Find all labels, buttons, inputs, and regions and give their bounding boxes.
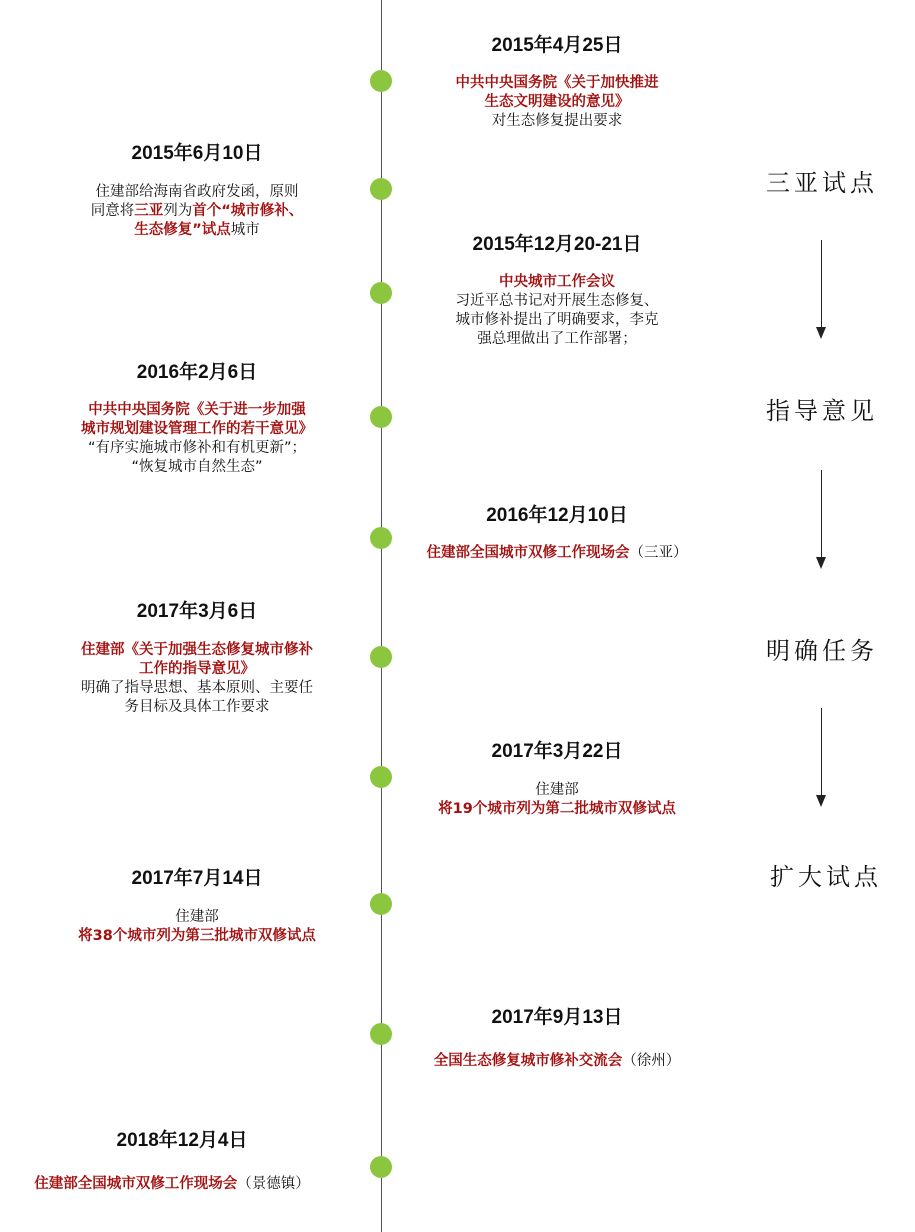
event-date: 2017年9月13日 (491, 1007, 623, 1028)
highlight-text: 城市规划建设管理工作的若干意见》 (81, 421, 313, 437)
highlight-text: 中共中央国务院《关于进一步加强 (88, 402, 306, 418)
plain-text: 住建部 (175, 909, 219, 925)
plain-text: 列为 (163, 203, 193, 219)
event-date: 2015年12月20-21日 (472, 234, 642, 255)
plain-text: （徐州） (622, 1053, 681, 1069)
event-description-line (32, 698, 362, 717)
event-description-line (32, 908, 362, 927)
event-description-line (32, 439, 362, 458)
highlight-text: 工作的指导意见》 (139, 661, 255, 677)
event-description-line (397, 544, 717, 563)
plain-text: （三亚） (629, 545, 688, 561)
plain-text: （景德镇） (237, 1176, 310, 1192)
event-description-line (407, 330, 707, 349)
highlight-text: 住建部《关于加强生态修复城市修补 (81, 642, 313, 658)
event-description (32, 908, 362, 946)
event-description (2, 1175, 342, 1194)
stage-label-guidance: 指导意见 (766, 397, 878, 425)
event-description-line (32, 401, 362, 420)
down-arrow-icon (821, 240, 823, 340)
plain-text: “有序实施城市修补和有机更新”； (87, 440, 307, 456)
plain-text: 城市 (230, 222, 260, 238)
event-description (407, 273, 707, 349)
stage-label-sanya-pilot: 三亚试点 (766, 169, 878, 197)
highlight-text: 住建部全国城市双修工作现场会 (426, 545, 630, 561)
event-description-line (407, 74, 707, 93)
down-arrow-icon (821, 470, 823, 570)
plain-text: 习近平总书记对开展生态修复、 (455, 293, 659, 309)
event-description-line (32, 660, 362, 679)
event-description (397, 1052, 717, 1071)
event-description (392, 781, 722, 819)
event-description (47, 183, 347, 240)
highlight-text: 将19个城市列为第二批城市双修试点 (438, 801, 676, 817)
highlight-text: 将38个城市列为第三批城市双修试点 (78, 928, 316, 944)
event-description-line (47, 221, 347, 240)
event-description-line (2, 1175, 342, 1194)
plain-text: 住建部 (535, 782, 579, 798)
event-date: 2015年4月25日 (491, 35, 623, 56)
event-description-line (47, 183, 347, 202)
highlight-text: 三亚 (134, 203, 164, 219)
plain-text: 对生态修复提出要求 (491, 113, 623, 129)
event-date: 2016年2月6日 (136, 362, 258, 383)
event-description (32, 401, 362, 477)
event-description-line (32, 679, 362, 698)
event-description-line (407, 292, 707, 311)
timeline-node (370, 646, 392, 668)
timeline-node (370, 70, 392, 92)
timeline-node (370, 282, 392, 304)
down-arrow-icon (821, 708, 823, 808)
timeline-node (370, 1156, 392, 1178)
timeline-node (370, 766, 392, 788)
stage-label-expand-pilot: 扩大试点 (770, 863, 882, 891)
event-description-line (407, 311, 707, 330)
highlight-text: 中共中央国务院《关于加快推进 (455, 75, 659, 91)
highlight-text: 全国生态修复城市修补交流会 (433, 1053, 623, 1069)
event-description-line (47, 202, 347, 221)
plain-text: 城市修补提出了明确要求，李克 (455, 312, 659, 328)
event-date: 2016年12月10日 (486, 505, 628, 526)
event-description-line (32, 420, 362, 439)
stage-label-clear-tasks: 明确任务 (766, 637, 878, 665)
timeline-node (370, 527, 392, 549)
plain-text: “恢复城市自然生态” (131, 459, 263, 475)
highlight-text: 住建部全国城市双修工作现场会 (34, 1176, 238, 1192)
event-description-line (407, 93, 707, 112)
event-date: 2017年3月22日 (491, 741, 623, 762)
event-description-line (32, 458, 362, 477)
timeline-node (370, 178, 392, 200)
timeline-node (370, 893, 392, 915)
plain-text: 明确了指导思想、基本原则、主要任 (81, 680, 313, 696)
event-description-line (32, 641, 362, 660)
event-description-line (407, 112, 707, 131)
event-description-line (397, 1052, 717, 1071)
event-description (407, 74, 707, 131)
highlight-text: 生态修复”试点 (134, 222, 231, 238)
timeline-node (370, 406, 392, 428)
event-description-line (392, 800, 722, 819)
event-description (32, 641, 362, 717)
plain-text: 务目标及具体工作要求 (124, 699, 270, 715)
event-date: 2017年3月6日 (136, 601, 258, 622)
plain-text: 住建部给海南省政府发函，原则 (95, 184, 299, 200)
event-date: 2015年6月10日 (131, 143, 263, 164)
event-description-line (392, 781, 722, 800)
highlight-text: 首个“城市修补、 (192, 203, 304, 219)
plain-text: 同意将 (90, 203, 135, 219)
event-date: 2018年12月4日 (116, 1130, 248, 1151)
plain-text: 强总理做出了工作部署； (477, 331, 637, 347)
event-description (397, 544, 717, 563)
timeline-node (370, 1023, 392, 1045)
highlight-text: 生态文明建设的意见》 (484, 94, 630, 110)
event-description-line (407, 273, 707, 292)
highlight-text: 中央城市工作会议 (499, 274, 615, 290)
event-date: 2017年7月14日 (131, 868, 263, 889)
event-description-line (32, 927, 362, 946)
